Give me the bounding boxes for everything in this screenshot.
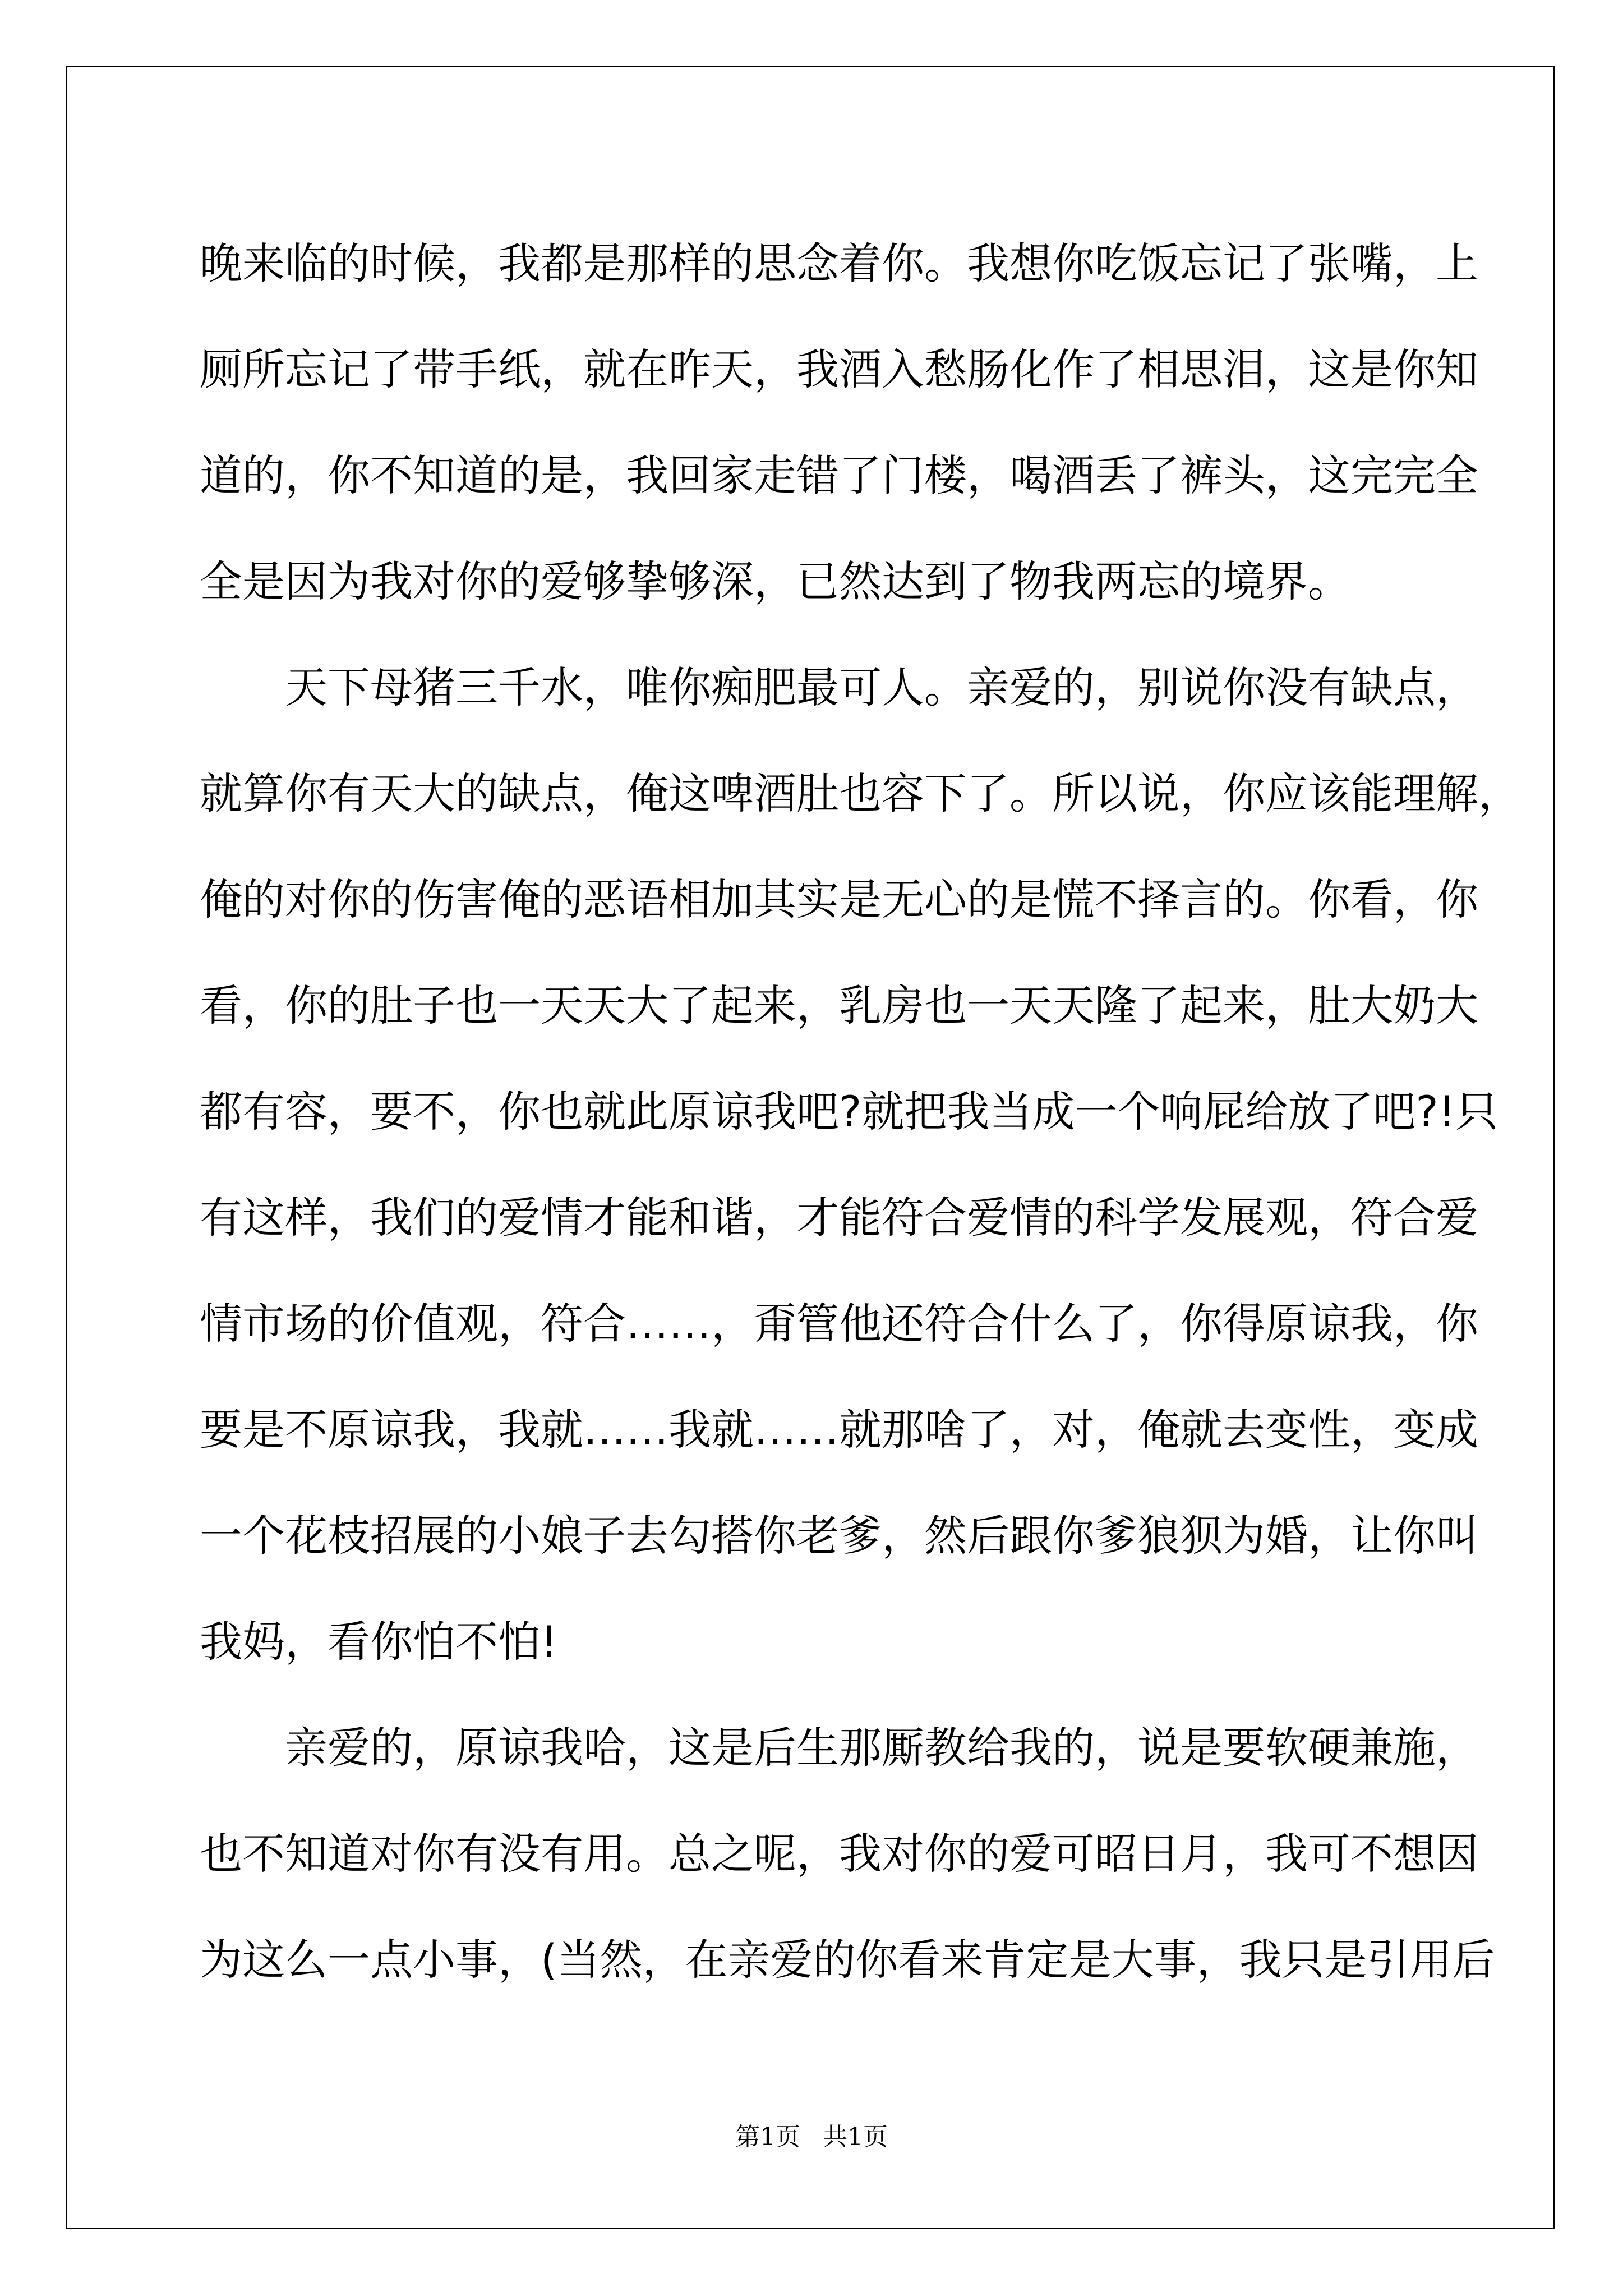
text-line: 厕所忘记了带手纸，就在昨天，我酒入愁肠化作了相思泪，这是你知	[200, 344, 1478, 394]
text-line: 都有容，要不，你也就此原谅我吧?就把我当成一个响屁给放了吧?!只	[200, 1087, 1498, 1137]
text-line: 看，你的肚子也一天天大了起来，乳房也一天天隆了起来，肚大奶大	[200, 981, 1478, 1030]
paragraph-start-line: 天下母猪三千水，唯你痴肥最可人。亲爱的，别说你没有缺点，	[285, 662, 1478, 712]
document-body	[200, 210, 1521, 2013]
text-line: 要是不原谅我，我就……我就……就那啥了，对，俺就去变性，变成	[200, 1405, 1478, 1455]
text-line: 我妈，看你怕不怕!	[200, 1617, 558, 1667]
page-number-current: 第1页	[735, 2123, 800, 2151]
text-line: 为这么一点小事，(当然，在亲爱的你看来肯定是大事，我只是引用后	[200, 1935, 1495, 1985]
text-line: 道的，你不知道的是，我回家走错了门楼，喝酒丢了裤头，这完完全	[200, 450, 1478, 500]
text-line: 一个花枝招展的小娘子去勾搭你老爹，然后跟你爹狼狈为婚，让你叫	[200, 1511, 1478, 1561]
page-footer	[0, 2120, 1623, 2154]
text-line: 也不知道对你有没有用。总之呢，我对你的爱可昭日月，我可不想因	[200, 1829, 1478, 1879]
text-line: 就算你有天大的缺点，俺这啤酒肚也容下了。所以说，你应该能理解，	[200, 769, 1521, 818]
text-line: 全是因为我对你的爱够挚够深，已然达到了物我两忘的境界。	[200, 556, 1350, 606]
page-number-total: 共1页	[823, 2123, 888, 2151]
text-line: 情市场的价值观，符合……，甭管他还符合什么了，你得原谅我，你	[200, 1299, 1478, 1349]
text-line: 晚来临的时候，我都是那样的思念着你。我想你吃饭忘记了张嘴，上	[200, 238, 1478, 288]
paragraph-start-line: 亲爱的，原谅我哈，这是后生那厮教给我的，说是要软硬兼施，	[285, 1723, 1478, 1773]
text-line: 有这样，我们的爱情才能和谐，才能符合爱情的科学发展观，符合爱	[200, 1193, 1478, 1243]
text-line: 俺的对你的伤害俺的恶语相加其实是无心的是慌不择言的。你看，你	[200, 875, 1478, 924]
